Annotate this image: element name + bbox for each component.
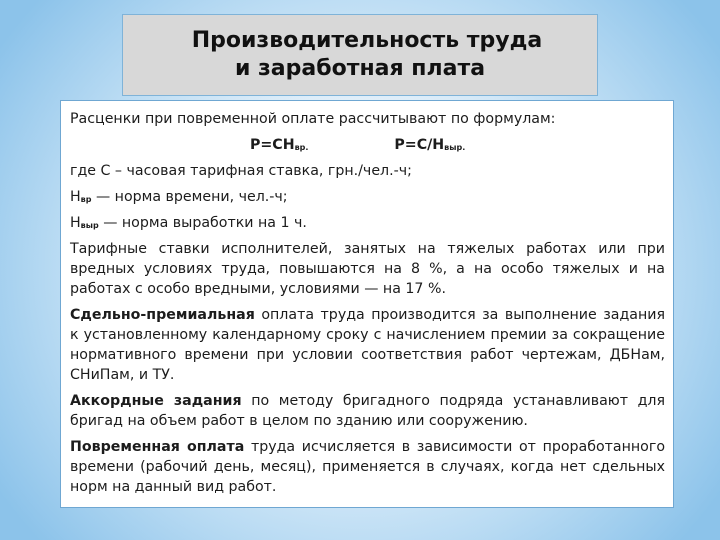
formula-1-main: Р=СН — [250, 137, 295, 153]
piece-premium-paragraph — [70, 305, 665, 385]
tariffs-paragraph: Тарифные ставки исполнителей, занятых на тяжелых работах или при вредных условиях труда, повышаются на 8 %, а на особо тяжелых и на работах с особо вредными, условиями — на 17 %. — [70, 241, 665, 297]
formula-row — [70, 135, 665, 155]
time-pay-paragraph — [70, 437, 665, 497]
title-box — [122, 14, 598, 96]
formula-1-sub: вр. — [294, 143, 309, 152]
definition-time-norm — [70, 187, 665, 207]
formula-output-based — [394, 135, 465, 155]
piece-premium-text: оплата труда производится за выполнение задания к установленному календарному сроку с начислением премии за сокращение нормативного времени при условии соответствия работ чертежам, ДБНам, СНиПам, и ТУ. — [70, 307, 665, 383]
def-time-norm-text: — норма времени, чел.-ч; — [91, 189, 288, 205]
time-pay-text: труда исчисляется в зависимости от проработанного времени (рабочий день, месяц), применяется в случаях, когда нет сдельных норм на данный вид работ. — [70, 439, 665, 495]
intro-text: Расценки при повременной оплате рассчитывают по формулам: — [70, 111, 556, 127]
def-output-norm-symbol: Н — [70, 215, 81, 231]
piece-premium-term: Сдельно-премиальная — [70, 307, 255, 323]
chord-tasks-term: Аккордные задания — [70, 393, 242, 409]
definition-c: где С – часовая тарифная ставка, грн./чел.-ч; — [70, 163, 412, 179]
formula-2-sub: выр. — [444, 143, 466, 152]
definition-output-norm — [70, 213, 665, 233]
chord-tasks-text: по методу бригадного подряда устанавливают для бригад на объем работ в целом по зданию или сооружению. — [70, 393, 665, 429]
formula-time-based — [250, 135, 308, 155]
def-time-norm-symbol: Н — [70, 189, 81, 205]
content-box — [60, 100, 674, 508]
def-output-norm-text: — норма выработки на 1 ч. — [98, 215, 307, 231]
def-output-norm-sub: выр — [80, 221, 99, 230]
formula-2-main: Р=С/Н — [394, 137, 445, 153]
def-time-norm-sub: вр — [80, 195, 92, 204]
chord-tasks-paragraph — [70, 391, 665, 431]
slide-title-line-1: Производительность труда — [191, 28, 543, 53]
time-pay-term: Повременная оплата — [70, 439, 245, 455]
slide-title-line-2: и заработная плата — [234, 56, 486, 81]
